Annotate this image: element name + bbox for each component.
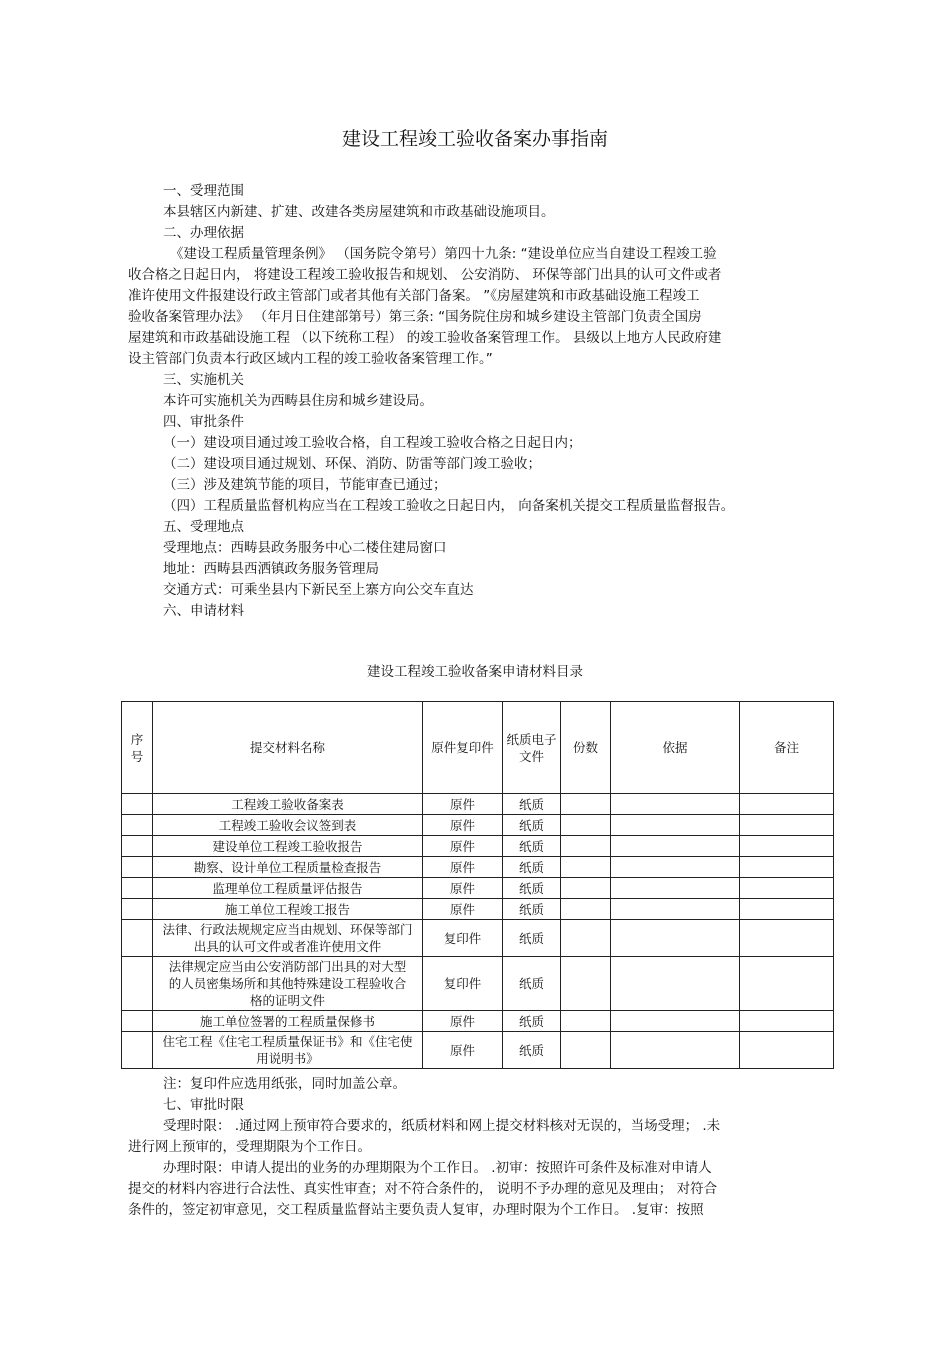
cell-material-name: 建设单位工程竣工验收报告 [153, 836, 423, 857]
paragraph-line: 交通方式：可乘坐县内下新民至上寨方向公交车直达 [163, 582, 474, 598]
header-copies: 份数 [561, 702, 611, 794]
paragraph-line: 条件的，签定初审意见，交工程质量监督站主要负责人复审，办理时限为个工作日。 .复审：按照 [128, 1202, 704, 1218]
list-item: （四）工程质量监督机构应当在工程竣工验收之日起日内， 向备案机关提交工程质量监督报告。 [163, 498, 735, 514]
paragraph-line: 设主管部门负责本行政区域内工程的竣工验收备案管理工作。” [128, 351, 493, 367]
cell-copies [561, 878, 611, 899]
cell-basis [611, 836, 740, 857]
materials-table [121, 701, 834, 1069]
paragraph-line: 屋建筑和市政基础设施工程 （以下统称工程） 的竣工验收备案管理工作。 县级以上地方人民政府建 [128, 330, 722, 346]
cell-paper-electronic: 纸质 [503, 1032, 561, 1069]
cell-material-name: 工程竣工验收会议签到表 [153, 815, 423, 836]
cell-basis [611, 1011, 740, 1032]
cell-original-copy: 原件 [423, 899, 503, 920]
table-row [122, 920, 834, 957]
table-row [122, 899, 834, 920]
cell-material-name: 住宅工程《住宅工程质量保证书》和《住宅使用说明书》 [153, 1032, 423, 1069]
header-index: 序号 [122, 702, 153, 794]
table-note: 注：复印件应选用纸张，同时加盖公章。 [163, 1076, 406, 1092]
cell-basis [611, 920, 740, 957]
cell-original-copy: 复印件 [423, 920, 503, 957]
cell-paper-electronic: 纸质 [503, 899, 561, 920]
paragraph-line: 受理地点：西畴县政务服务中心二楼住建局窗口 [163, 540, 447, 556]
header-material-name: 提交材料名称 [153, 702, 423, 794]
cell-paper-electronic: 纸质 [503, 815, 561, 836]
cell-basis [611, 815, 740, 836]
cell-index [122, 836, 153, 857]
table-row [122, 1011, 834, 1032]
cell-copies [561, 794, 611, 815]
cell-paper-electronic: 纸质 [503, 957, 561, 1011]
paragraph-line: 提交的材料内容进行合法性、真实性审查；对不符合条件的， 说明不予办理的意见及理由； 对符合 [128, 1181, 718, 1197]
list-item: （一）建设项目通过竣工验收合格，自工程竣工验收合格之日起日内； [163, 435, 582, 451]
cell-remarks [740, 920, 834, 957]
paragraph-line: 《建设工程质量管理条例》 （国务院令第号）第四十九条: “建设单位应当自建设工程竣工验 [170, 246, 717, 262]
cell-index [122, 920, 153, 957]
cell-paper-electronic: 纸质 [503, 1011, 561, 1032]
section-heading-7: 七、审批时限 [163, 1097, 244, 1113]
cell-remarks [740, 794, 834, 815]
cell-material-name: 工程竣工验收备案表 [153, 794, 423, 815]
paragraph-line: 进行网上预审的，受理期限为个工作日。 [128, 1139, 371, 1155]
cell-material-name: 施工单位签署的工程质量保修书 [153, 1011, 423, 1032]
cell-copies [561, 920, 611, 957]
table-row [122, 815, 834, 836]
cell-copies [561, 1032, 611, 1069]
cell-paper-electronic: 纸质 [503, 794, 561, 815]
table-row [122, 957, 834, 1011]
cell-material-name: 法律规定应当由公安消防部门出具的对大型的人员密集场所和其他特殊建设工程验收合格的证明文件 [153, 957, 423, 1011]
cell-material-name: 施工单位工程竣工报告 [153, 899, 423, 920]
paragraph-line: 本县辖区内新建、扩建、改建各类房屋建筑和市政基础设施项目。 [163, 204, 555, 220]
table-row [122, 794, 834, 815]
cell-index [122, 899, 153, 920]
cell-index [122, 1011, 153, 1032]
section-heading-6: 六、申请材料 [163, 603, 244, 619]
table-row [122, 1032, 834, 1069]
cell-remarks [740, 857, 834, 878]
cell-material-name: 法律、行政法规规定应当由规划、环保等部门出具的认可文件或者准许使用文件 [153, 920, 423, 957]
table-row [122, 836, 834, 857]
cell-index [122, 1032, 153, 1069]
cell-original-copy: 原件 [423, 1032, 503, 1069]
cell-index [122, 857, 153, 878]
cell-remarks [740, 899, 834, 920]
cell-remarks [740, 957, 834, 1011]
cell-copies [561, 957, 611, 1011]
cell-paper-electronic: 纸质 [503, 878, 561, 899]
paragraph-line: 本许可实施机关为西畴县住房和城乡建设局。 [163, 393, 433, 409]
cell-index [122, 794, 153, 815]
cell-copies [561, 836, 611, 857]
cell-remarks [740, 1032, 834, 1069]
paragraph-line: 办理时限：申请人提出的业务的办理期限为个工作日。 .初审：按照许可条件及标准对申请人 [163, 1160, 712, 1176]
cell-remarks [740, 815, 834, 836]
cell-original-copy: 原件 [423, 857, 503, 878]
header-paper-electronic: 纸质电子文件 [503, 702, 561, 794]
cell-paper-electronic: 纸质 [503, 920, 561, 957]
cell-index [122, 878, 153, 899]
paragraph-line: 收合格之日起日内， 将建设工程竣工验收报告和规划、 公安消防、 环保等部门出具的认可文件或者 [128, 267, 722, 283]
table-row [122, 857, 834, 878]
cell-basis [611, 1032, 740, 1069]
cell-material-name: 勘察、设计单位工程质量检查报告 [153, 857, 423, 878]
page-title: 建设工程竣工验收备案办事指南 [341, 128, 608, 150]
header-remarks: 备注 [740, 702, 834, 794]
cell-copies [561, 857, 611, 878]
table-title: 建设工程竣工验收备案申请材料目录 [367, 664, 583, 680]
header-basis: 依据 [611, 702, 740, 794]
cell-paper-electronic: 纸质 [503, 836, 561, 857]
cell-original-copy: 原件 [423, 878, 503, 899]
cell-copies [561, 1011, 611, 1032]
cell-copies [561, 899, 611, 920]
paragraph-line: 验收备案管理办法》 （年月日住建部第号）第三条: “国务院住房和城乡建设主管部门负责全国房 [128, 309, 702, 325]
cell-basis [611, 878, 740, 899]
section-heading-3: 三、实施机关 [163, 372, 244, 388]
cell-original-copy: 原件 [423, 1011, 503, 1032]
table-header-row [122, 702, 834, 794]
cell-material-name: 监理单位工程质量评估报告 [153, 878, 423, 899]
cell-original-copy: 原件 [423, 815, 503, 836]
cell-basis [611, 794, 740, 815]
cell-index [122, 957, 153, 1011]
list-item: （二）建设项目通过规划、环保、消防、防雷等部门竣工验收； [163, 456, 541, 472]
header-original-copy: 原件复印件 [423, 702, 503, 794]
section-heading-4: 四、审批条件 [163, 414, 244, 430]
cell-remarks [740, 878, 834, 899]
cell-copies [561, 815, 611, 836]
cell-paper-electronic: 纸质 [503, 857, 561, 878]
paragraph-line: 地址：西畴县西洒镇政务服务管理局 [163, 561, 379, 577]
cell-original-copy: 原件 [423, 794, 503, 815]
paragraph-line: 受理时限： .通过网上预审符合要求的，纸质材料和网上提交材料核对无误的，当场受理； .未 [163, 1118, 721, 1134]
section-heading-2: 二、办理依据 [163, 225, 244, 241]
cell-original-copy: 原件 [423, 836, 503, 857]
cell-basis [611, 957, 740, 1011]
cell-remarks [740, 1011, 834, 1032]
section-heading-1: 一、受理范围 [163, 183, 244, 199]
cell-basis [611, 899, 740, 920]
cell-index [122, 815, 153, 836]
paragraph-line: 准许使用文件报建设行政主管部门或者其他有关部门备案。 ”《房屋建筑和市政基础设施工程竣工 [128, 288, 700, 304]
cell-remarks [740, 836, 834, 857]
list-item: （三）涉及建筑节能的项目，节能审查已通过； [163, 477, 447, 493]
table-row [122, 878, 834, 899]
cell-basis [611, 857, 740, 878]
cell-original-copy: 复印件 [423, 957, 503, 1011]
section-heading-5: 五、受理地点 [163, 519, 244, 535]
